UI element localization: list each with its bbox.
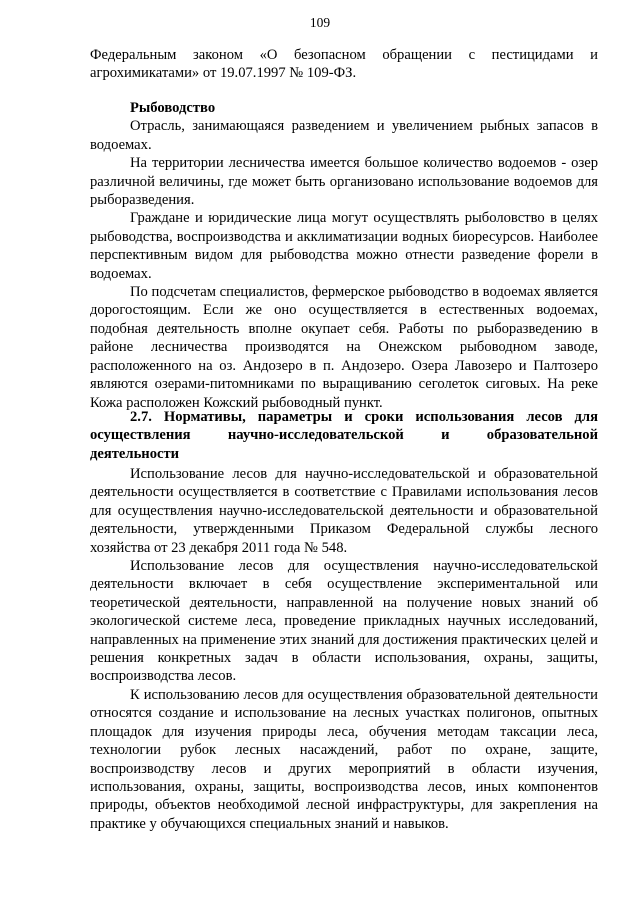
fishery-paragraph: Отрасль, занимающаяся разведением и увеличением рыбных запасов в водоемах. <box>90 118 598 153</box>
fishery-heading: Рыбоводство <box>130 100 216 116</box>
fishery-paragraph: На территории лесничества имеется большое количество водоемов - озер различной величины, где может быть организовано использование водоемов для рыборазведения. <box>90 155 598 209</box>
fishery-paragraph: По подсчетам специалистов, фермерское рыбоводство в водоемах является дорогостоящим. Если же оно осуществляется в естественных водоемах, подобная деятельность вполне окупает себя. Работы по рыборазведению в районе лесничества производятся на Онежском рыбоводном заводе, расположенного на оз. Андозеро в п. Андозеро. Озера Лавозеро и Палтозеро являются озерами-питомниками по выращиванию сеголеток сиговых. На реке Кожа расположен Кожский рыбоводный пункт. <box>90 284 598 411</box>
section-block <box>90 465 598 833</box>
fishery-paragraph: Граждане и юридические лица могут осуществлять рыболовство в целях рыбоводства, воспроизводства и акклиматизации водных биоресурсов. Наиболее перспективным видом для рыбоводства можно отнести разведение форели в водоемах. <box>90 210 598 282</box>
section-paragraph: К использованию лесов для осуществления образовательной деятельности относятся создание и использование на лесных участках полигонов, опытных площадок для изучения природы леса, обучения методам таксации леса, технологии рубок лесных насаждений, работ по охране, защите, воспроизводству лесов и других мероприятий в области изучения, использования, охраны, защиты, воспроизводства лесов, иных компонентов природы, объектов необходимой лесной инфраструктуры, для закрепления на практике у обучающихся специальных знаний и навыков. <box>90 686 598 832</box>
section-title-main: 2.7. Нормативы, параметры и сроки использования лесов для осуществления научно-исследовательской и образовательной <box>90 409 598 444</box>
intro-block <box>90 46 598 83</box>
section-title-last: деятельности <box>90 445 180 462</box>
section-paragraph: Использование лесов для научно-исследовательской и образовательной деятельности осуществляется в соответствие с Правилами использования лесов для осуществления научно-исследовательской деятельности и образовательной деятельности, утвержденными Приказом Федеральной службы лесного хозяйства от 23 декабря 2011 года № 548. <box>90 466 598 556</box>
fishery-block <box>90 99 598 412</box>
intro-paragraph: Федеральным законом «О безопасном обращении с пестицидами и агрохимикатами» от 19.07.1997 № 109-ФЗ. <box>90 47 598 82</box>
section-paragraph: Использование лесов для осуществления научно-исследовательской деятельности включает в себя осуществление экспериментальной или теоретической деятельности, направленной на получение новых знаний об экологической системе леса, проведение прикладных научных исследований, направленных на применение этих знаний для достижения практических целей и решения конкретных задач в области использования, охраны, защиты, воспроизводства лесов. <box>90 558 598 685</box>
page-number: 109 <box>309 15 331 30</box>
section-title <box>90 408 598 463</box>
